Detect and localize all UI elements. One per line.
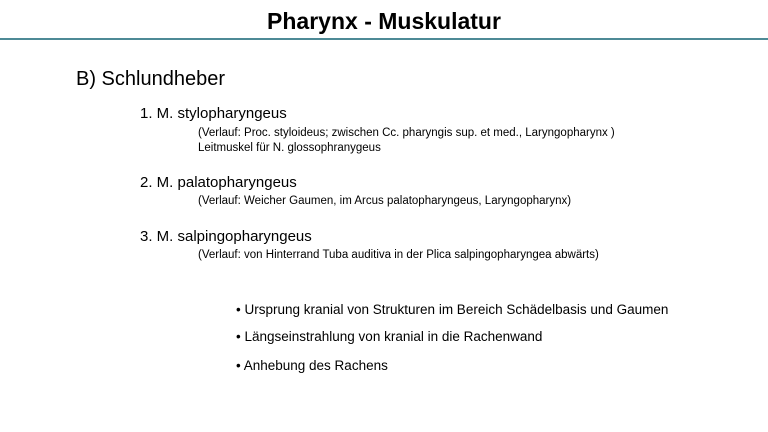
muscle-title-stylopharyngeus: 1. M. stylopharyngeus xyxy=(140,105,287,122)
muscle-detail-course: (Verlauf: Weicher Gaumen, im Arcus palatopharyngeus, Laryngopharynx) xyxy=(198,195,572,207)
muscle-title-palatopharyngeus: 2. M. palatopharyngeus xyxy=(140,174,297,191)
muscle-title-salpingopharyngeus: 3. M. salpingopharyngeus xyxy=(140,228,312,245)
bullet-item: • Ursprung kranial von Strukturen im Bereich Schädelbasis und Gaumen xyxy=(236,302,669,317)
muscle-detail-note: Leitmuskel für N. glossophranygeus xyxy=(198,142,381,154)
bullet-item: • Längseinstrahlung von kranial in die Rachenwand xyxy=(236,329,543,344)
title-divider xyxy=(0,38,768,40)
muscle-detail-course: (Verlauf: von Hinterrand Tuba auditiva in der Plica salpingopharyngea abwärts) xyxy=(198,249,599,261)
muscle-detail-course: (Verlauf: Proc. styloideus; zwischen Cc. pharyngis sup. et med., Laryngopharynx ) xyxy=(198,127,615,139)
slide-title: Pharynx - Muskulatur xyxy=(267,8,501,34)
section-heading: B) Schlundheber xyxy=(76,68,225,90)
bullet-item: • Anhebung des Rachens xyxy=(236,358,388,373)
